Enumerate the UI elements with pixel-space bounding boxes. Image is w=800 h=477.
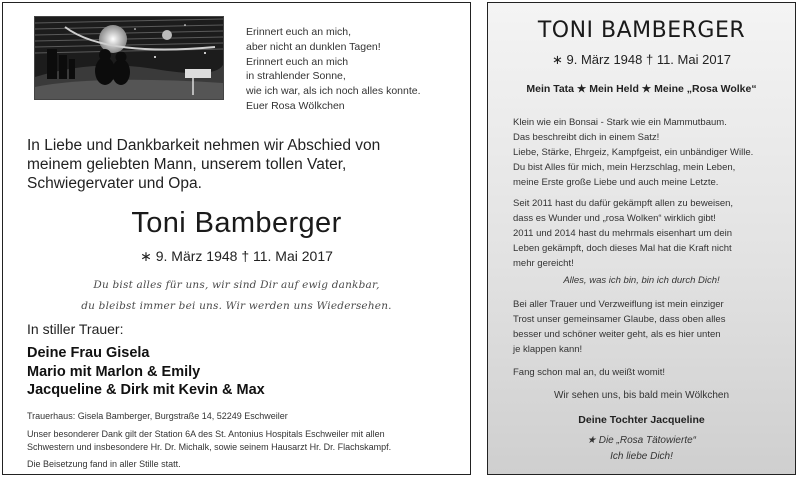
life-dates: ∗ 9. März 1948 † 11. Mai 2017 [140, 248, 333, 264]
tribute-line: besser und schöner weiter geht, als es hier unten [513, 329, 721, 340]
tribute-line: Liebe, Stärke, Ehrgeiz, Kampfgeist, ein unbändiger Wille. [513, 147, 754, 158]
farewell-line: meinem geliebten Mann, unserem tollen Vater, [27, 156, 347, 173]
thanks-line: Schwestern und insbesondere Hr. Dr. Michalk, sowie seinem Hausarzt Hr. Dr. Flachskampf. [27, 441, 392, 452]
signature-note: ★ Die „Rosa Tätowierte“ [587, 435, 696, 446]
signature-notes [488, 433, 795, 465]
thanks-text [27, 428, 467, 453]
mourner-entry: Jacqueline & Dirk mit Kevin & Max [27, 382, 265, 398]
obituary-notice-left [2, 2, 471, 475]
tribute-line: dass es Wunder und „rosa Wolken“ wirklich gibt! [513, 213, 716, 224]
memorial-poem [246, 25, 461, 114]
obituary-notice-right [487, 2, 796, 475]
poem-line: Erinnert euch an mich, [246, 26, 352, 38]
poem-line: Erinnert euch an mich [246, 55, 349, 68]
memorial-illustration [35, 17, 223, 99]
tribute-paragraph [513, 115, 783, 190]
poem-line: in strahlender Sonne, [246, 70, 346, 83]
farewell-line: In Liebe und Dankbarkeit nehmen wir Abschied von [27, 137, 381, 154]
motto-line: Mein Tata ★ Mein Held ★ Meine „Rosa Wolke“ [526, 83, 757, 95]
tribute-line: Leben gekämpft, doch dieses Mal hat die Kraft nicht [513, 243, 732, 254]
farewell-line: Schwiegervater und Opa. [27, 175, 202, 192]
tribute-line: Seit 2011 hast du dafür gekämpft allen zu beweisen, [513, 198, 734, 209]
script-line: Du bist alles für uns, wir sind Dir auf ewig dankbar, [93, 279, 380, 291]
tribute-line: je klappen kann! [513, 344, 583, 355]
tribute-line: mehr gereicht! [513, 258, 574, 269]
poem-line: aber nicht an dunklen Tagen! [246, 40, 381, 53]
mourner-entry: Mario mit Marlon & Emily [27, 363, 201, 380]
tribute-line: Das beschreibt dich in einem Satz! [513, 132, 660, 143]
burial-note: Die Beisetzung fand in aller Stille statt. [27, 459, 181, 469]
signature-note: Ich liebe Dich! [610, 451, 673, 462]
mourners-list [27, 344, 265, 400]
tribute-line: 2011 und 2014 hast du mehrmals eisenhart um dein [513, 228, 732, 239]
tribute-line: Du bist Alles für mich, mein Herzschlag, mein Leben, [513, 162, 736, 173]
farewell-text [27, 136, 467, 193]
poem-line: wie ich war, als ich noch alles konnte. [246, 85, 421, 98]
script-line: du bleibst immer bei uns. Wir werden uns Wiedersehen. [81, 300, 392, 312]
tribute-line: meine Erste große Liebe und auch meine Letzte. [513, 177, 719, 188]
deceased-name: TONI BAMBERGER [537, 18, 746, 43]
tribute-paragraph [513, 297, 783, 357]
life-dates: ∗ 9. März 1948 † 11. Mai 2017 [551, 52, 732, 67]
quote-line: Alles, was ich bin, bin ich durch Dich! [563, 275, 720, 286]
mourning-house-address: Trauerhaus: Gisela Bamberger, Burgstraße 14, 52249 Eschweiler [27, 411, 288, 421]
tribute-line: Fang schon mal an, du weißt womit! [513, 367, 666, 378]
signature-name: Deine Tochter Jacqueline [578, 414, 705, 426]
closing-line: Wir sehen uns, bis bald mein Wölkchen [553, 390, 730, 401]
tribute-line: Trost unser gemeinsamer Glaube, dass oben alles [513, 314, 726, 325]
tribute-paragraph [513, 196, 783, 271]
mourners-heading: In stiller Trauer: [27, 321, 124, 337]
thanks-line: Unser besonderer Dank gilt der Station 6A des St. Antonius Hospitals Eschweiler mit allen [27, 429, 385, 439]
deceased-name: Toni Bamberger [131, 207, 342, 239]
tribute-line: Bei aller Trauer und Verzweiflung ist mein einziger [513, 299, 724, 310]
poem-signature: Euer Rosa Wölkchen [246, 99, 345, 112]
script-dedication [3, 275, 470, 317]
mourner-entry: Deine Frau Gisela [27, 345, 150, 361]
tribute-line: Klein wie ein Bonsai - Stark wie ein Mammutbaum. [513, 117, 727, 128]
memorial-photo [34, 16, 224, 100]
